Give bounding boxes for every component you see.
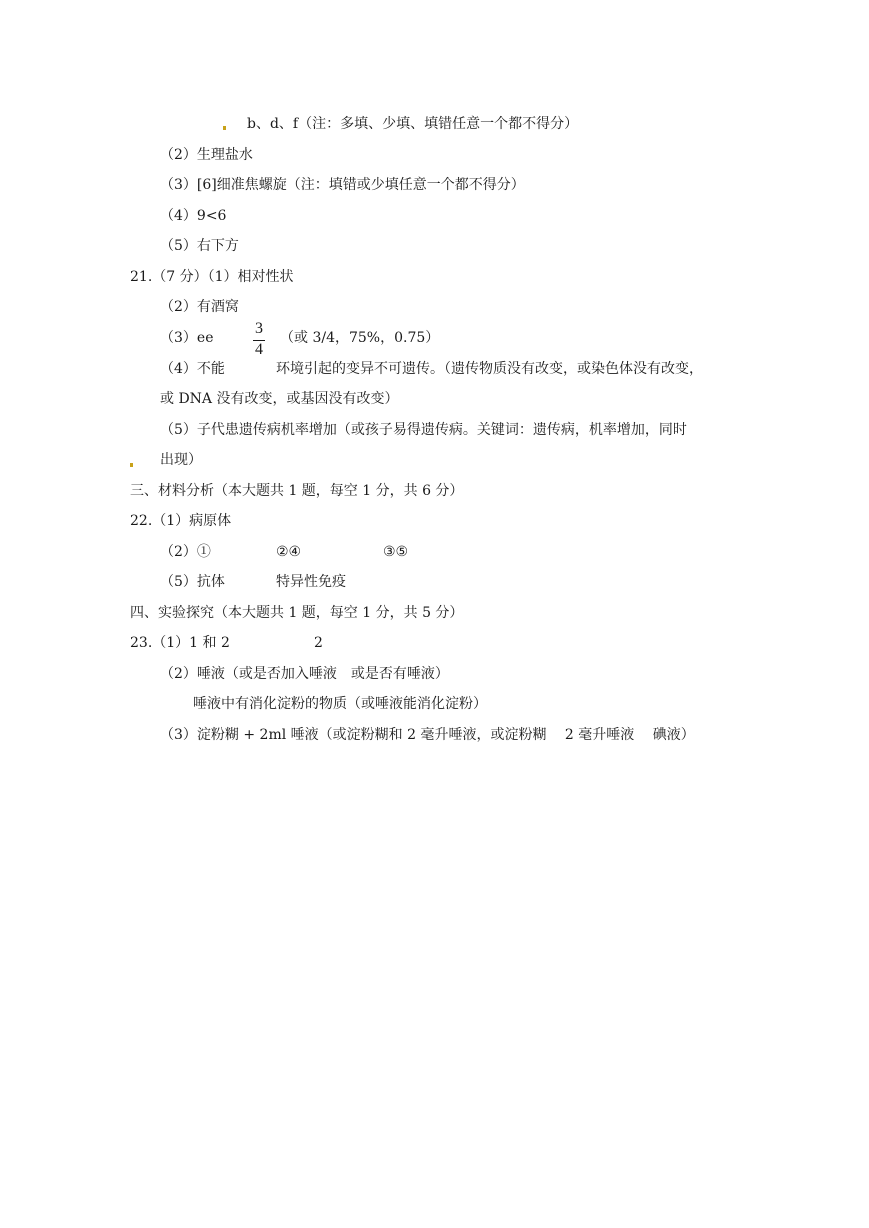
line-15a: （2）① (160, 544, 211, 560)
line-15c: ③⑤ (383, 544, 409, 560)
line-9a: （4）不能 (160, 361, 225, 377)
line-14: 22.（1）病原体 (130, 513, 232, 529)
section-4-heading: 四、实验探究（本大题共 1 题，每空 1 分，共 5 分） (130, 605, 464, 621)
line-12: 出现） (160, 452, 202, 468)
line-16a: （5）抗体 (160, 574, 225, 590)
line-21: （3）淀粉糊 + 2ml 唾液（或淀粉糊和 2 毫升唾液，或淀粉糊 2 毫升唾液 碘液） (160, 727, 695, 743)
fraction-denominator: 4 (255, 341, 263, 358)
line-10: 或 DNA 没有改变，或基因没有改变） (160, 391, 399, 407)
line-18a: 23.（1）1 和 2 (130, 635, 230, 651)
line-9b: 环境引起的变异不可遗传。（遗传物质没有改变，或染色体没有改变， (276, 361, 703, 377)
line-19: （2）唾液（或是否加入唾液 或是否有唾液） (160, 666, 449, 682)
line-20: 唾液中有消化淀粉的物质（或唾液能消化淀粉） (193, 696, 487, 712)
line-4: （4）9<6 (160, 208, 227, 224)
yellow-mark (130, 463, 133, 467)
line-15b: ②④ (276, 544, 302, 560)
line-8b: （或 3/4，75%，0.75） (280, 330, 440, 346)
line-3: （3）[6]细准焦螺旋（注：填错或少填任意一个都不得分） (160, 177, 525, 193)
line-6: 21.（7 分）（1）相对性状 (130, 269, 294, 285)
line-2: （2）生理盐水 (160, 147, 253, 163)
line-18b: 2 (314, 635, 323, 651)
line-7: （2）有酒窝 (160, 299, 239, 315)
line-11: （5）子代患遗传病机率增加（或孩子易得遗传病。关键词：遗传病，机率增加，同时 (160, 422, 687, 438)
line-5: （5）右下方 (160, 238, 239, 254)
line-16b: 特异性免疫 (276, 574, 346, 590)
line-1: b、d、f（注：多填、少填、填错任意一个都不得分） (247, 116, 579, 132)
fraction-numerator: 3 (255, 320, 263, 337)
line-8a: （3）ee (160, 330, 214, 346)
section-3-heading: 三、材料分析（本大题共 1 题，每空 1 分，共 6 分） (130, 483, 464, 499)
yellow-mark (223, 126, 226, 130)
